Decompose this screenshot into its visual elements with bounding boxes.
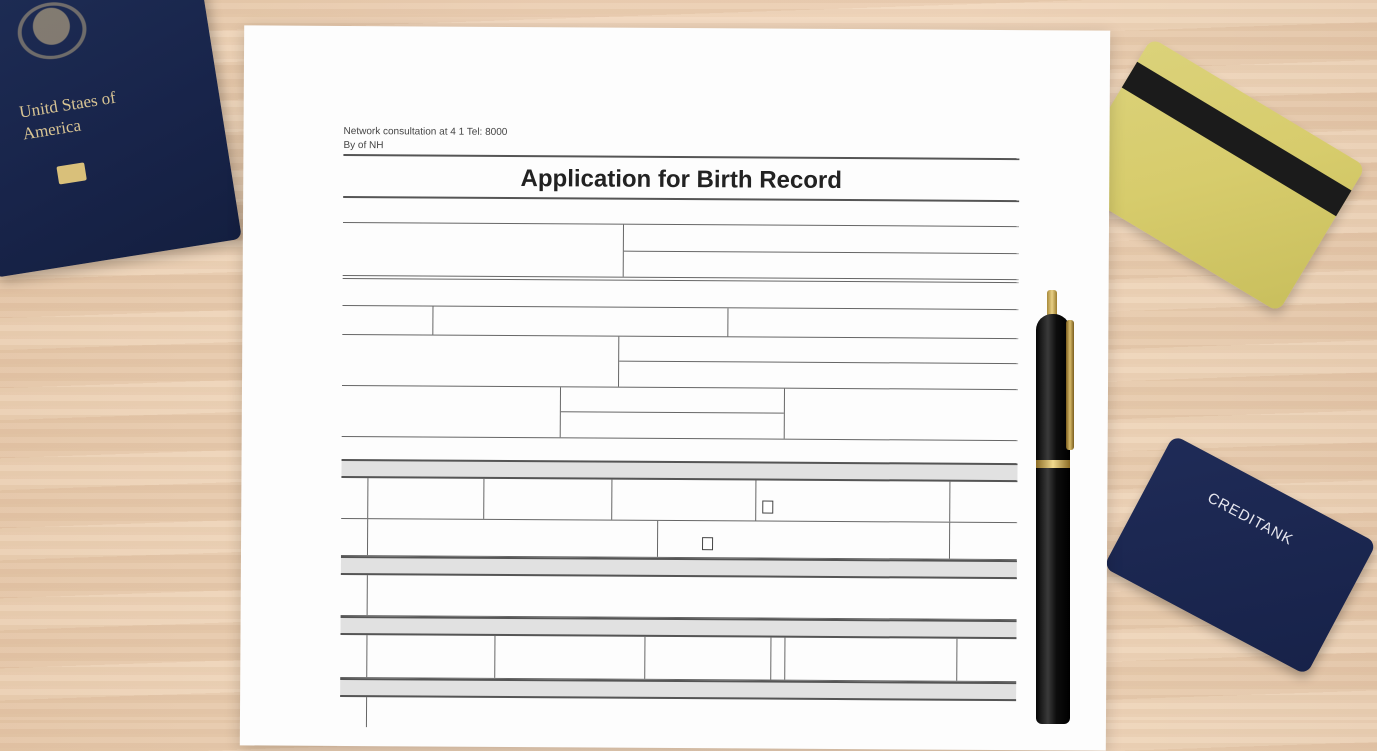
form-row [340, 697, 1016, 731]
passport-chip-icon [56, 162, 86, 184]
pen [1030, 290, 1072, 730]
form-field[interactable] [624, 225, 1019, 254]
pen-clip [1066, 320, 1074, 450]
checkbox[interactable] [702, 537, 713, 550]
form-field-group [560, 387, 784, 438]
form-field[interactable] [949, 482, 1017, 522]
form-row [340, 635, 1016, 682]
form-field[interactable] [342, 335, 618, 387]
form-row [342, 386, 1018, 441]
form-field-group [623, 225, 1019, 279]
form-field[interactable] [483, 479, 611, 520]
form-field-group [618, 337, 1018, 389]
form-field[interactable] [342, 306, 432, 335]
form-field[interactable] [343, 223, 623, 277]
form-field[interactable] [342, 386, 560, 437]
form-row [341, 519, 1017, 560]
form-row [343, 223, 1019, 280]
form-field[interactable] [619, 337, 1018, 364]
passport-emblem-icon [0, 0, 113, 84]
application-form [340, 126, 1020, 731]
header-line-2: By of NH [343, 139, 384, 152]
form-row [342, 306, 1018, 339]
form-field[interactable] [956, 639, 1016, 681]
navy-id-card [1103, 435, 1376, 675]
passport-cover-text: Unitd Staes of America [17, 87, 118, 144]
header-line-1: Network consultation at 4 1 Tel: 8000 [343, 125, 508, 138]
navy-card-text: CREDITANK [1204, 489, 1297, 549]
form-field[interactable] [770, 638, 784, 680]
checkbox[interactable] [762, 501, 773, 514]
form-field[interactable] [561, 387, 784, 413]
form-row [342, 335, 1018, 390]
row-number [341, 575, 367, 615]
form-field[interactable] [432, 307, 727, 337]
form-row [341, 575, 1017, 620]
form-paper [240, 25, 1110, 750]
form-field[interactable] [366, 635, 494, 678]
row-number [340, 697, 366, 727]
form-field[interactable] [367, 519, 657, 557]
form-field[interactable] [727, 308, 1018, 338]
pen-body [1036, 314, 1070, 724]
form-field[interactable] [343, 279, 1019, 309]
form-field[interactable] [784, 638, 956, 681]
form-field[interactable] [367, 478, 483, 519]
form-title: Application for Birth Record [520, 165, 843, 195]
form-field[interactable] [784, 389, 1018, 440]
magnetic-stripe [1122, 62, 1352, 216]
form-row [342, 278, 1018, 310]
row-number [341, 478, 367, 518]
row-number [340, 635, 366, 677]
form-field[interactable] [644, 637, 770, 680]
form-field[interactable] [949, 523, 1017, 559]
pen-ring [1036, 460, 1070, 468]
form-field[interactable] [755, 480, 949, 521]
row-number [341, 519, 367, 555]
passport [0, 0, 242, 278]
form-field[interactable] [366, 697, 1016, 731]
form-field[interactable] [494, 636, 644, 679]
form-field[interactable] [611, 480, 755, 521]
form-field[interactable] [343, 198, 623, 224]
form-field[interactable] [367, 575, 1017, 619]
form-field[interactable] [657, 521, 949, 559]
form-field[interactable] [623, 200, 1019, 226]
form-row [341, 478, 1017, 523]
